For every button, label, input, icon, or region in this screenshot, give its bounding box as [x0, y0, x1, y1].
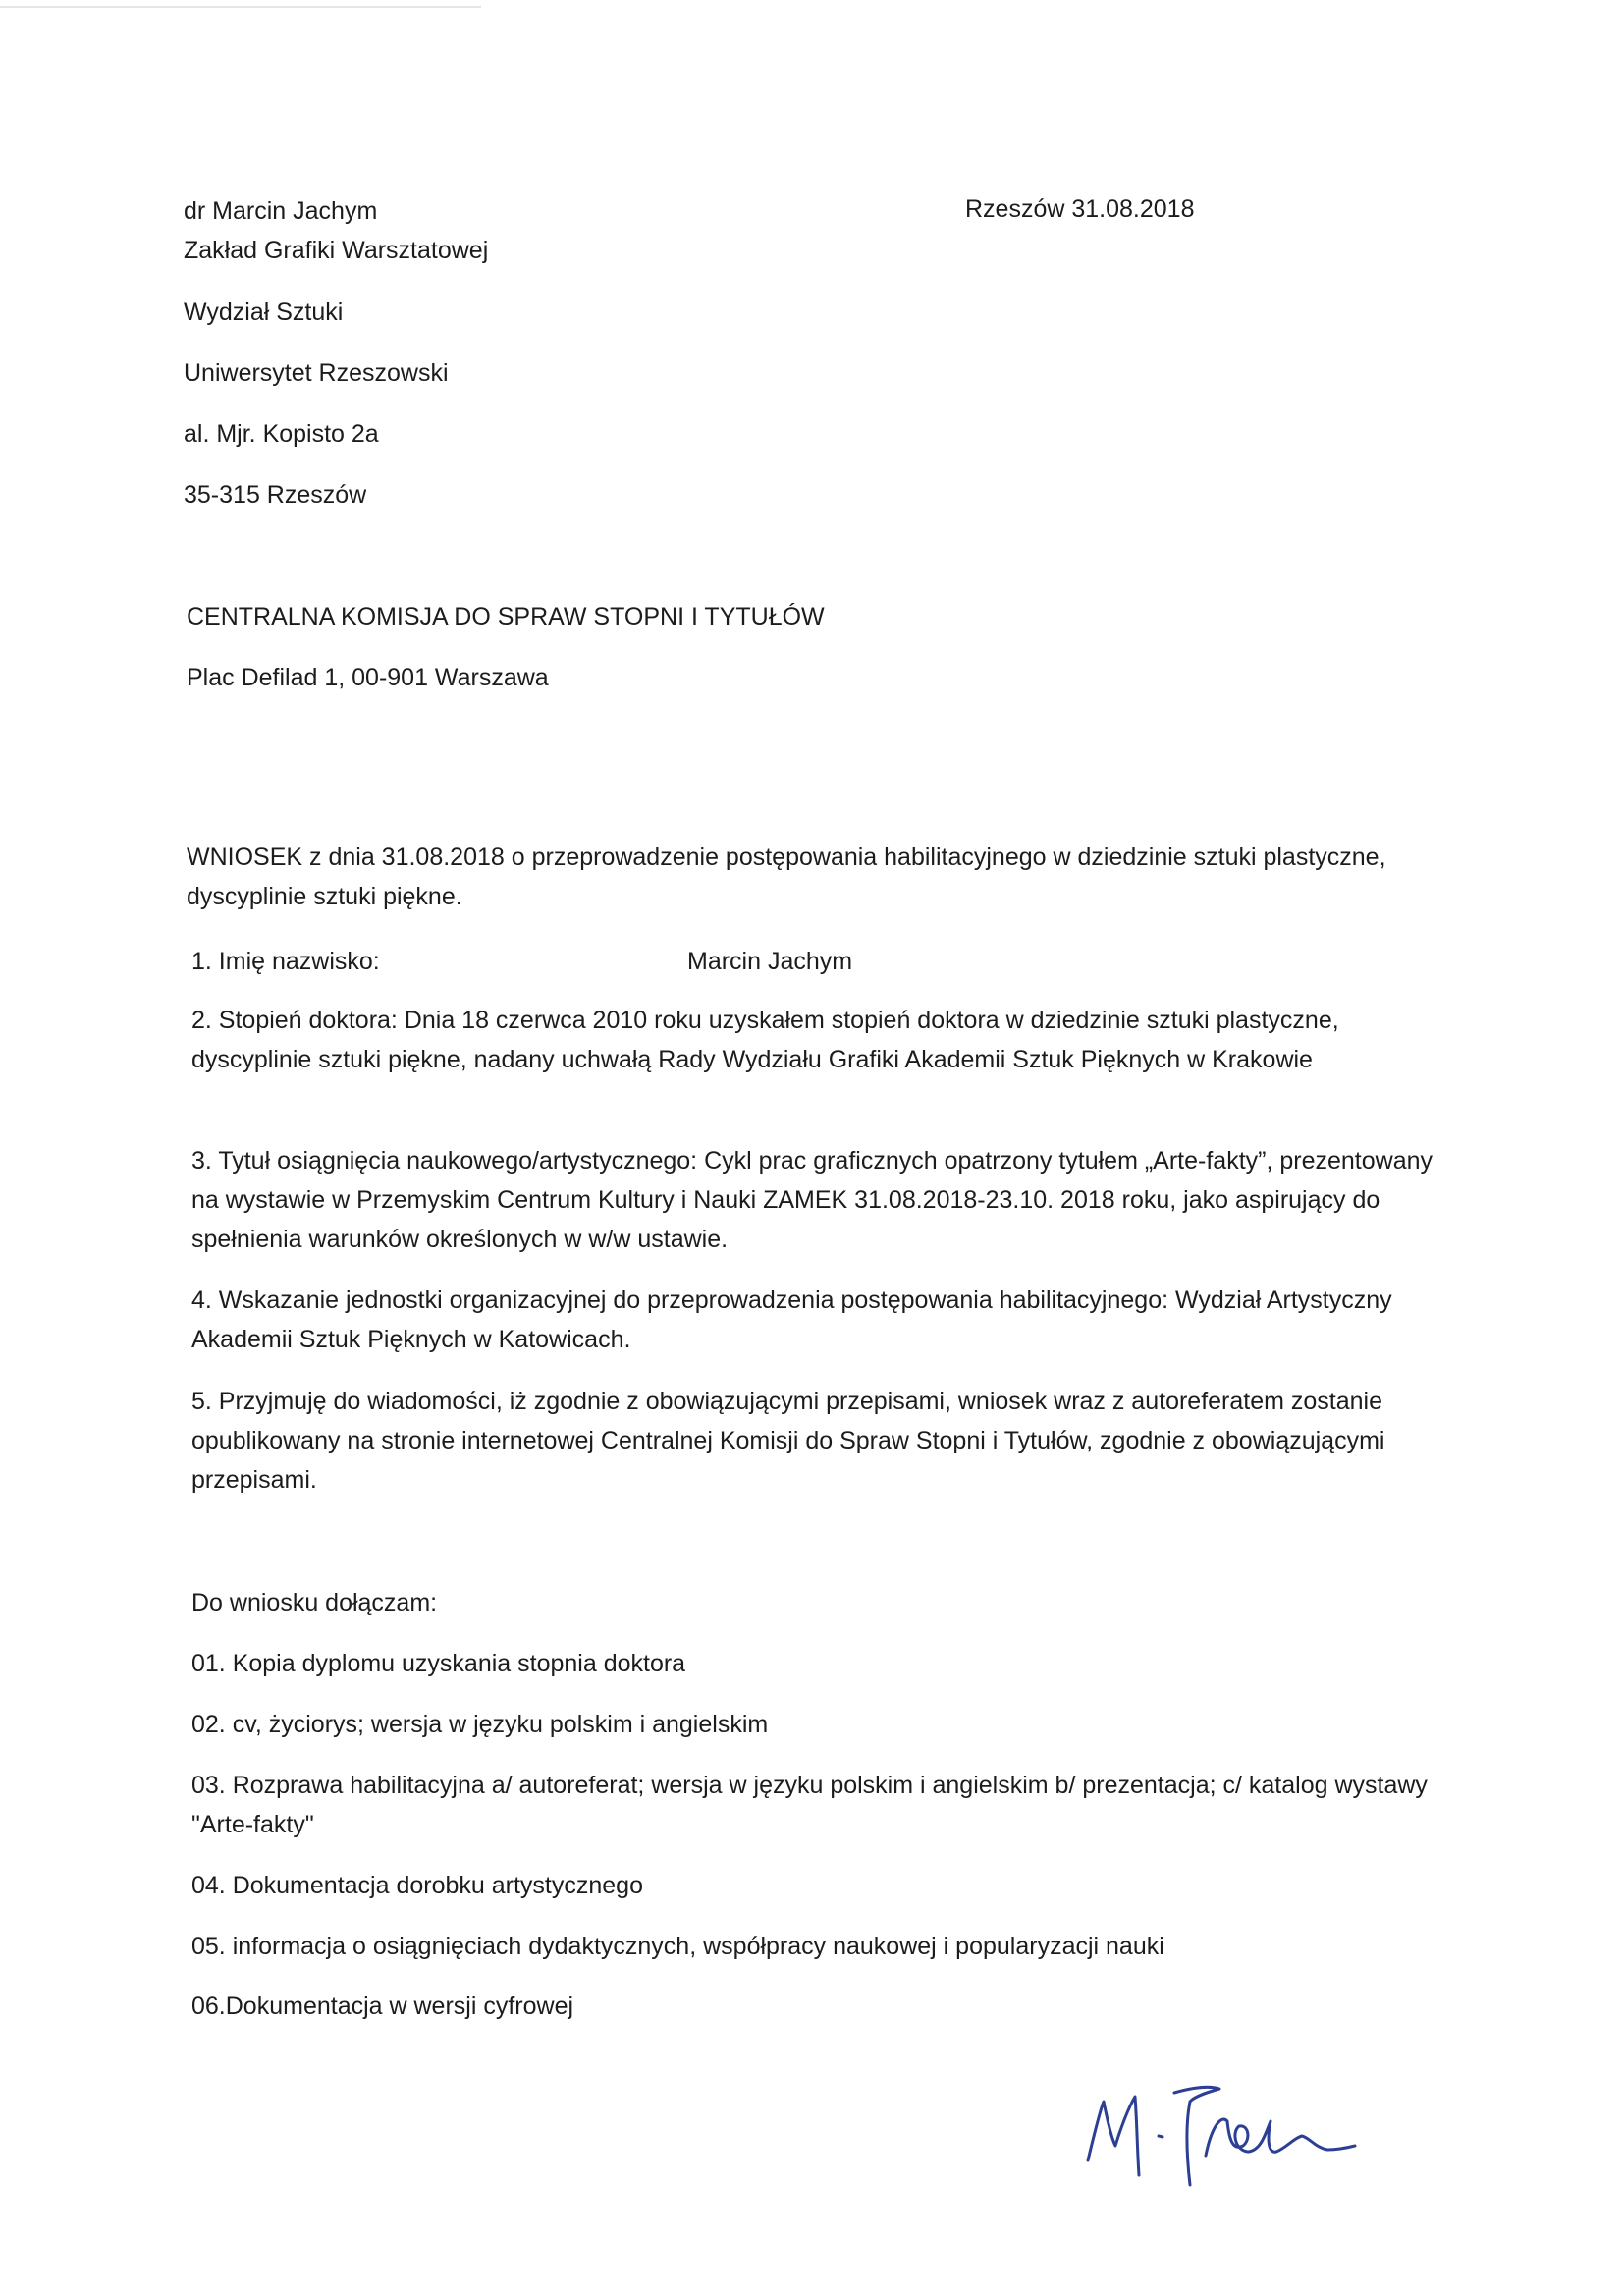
item-4: 4. Wskazanie jednostki organizacyjnej do przeprowadzenia postępowania habilitacyjnego: Wydział Artystyczny Akademii Sztuk Pięknych w Katowicach.	[191, 1286, 1392, 1353]
sender-city: 35-315 Rzeszów	[184, 481, 367, 509]
attachment-01: 01. Kopia dyplomu uzyskania stopnia doktora	[191, 1650, 686, 1677]
item-1-value: Marcin Jachym	[687, 948, 853, 975]
item-1-label: 1. Imię nazwisko:	[191, 948, 380, 975]
attachment-06: 06.Dokumentacja w wersji cyfrowej	[191, 1993, 574, 2020]
handwritten-signature	[1080, 2067, 1365, 2195]
attachment-05: 05. informacja o osiągnięciach dydaktycznych, współpracy naukowej i popularyzacji nauki	[191, 1933, 1164, 1960]
sender-street: al. Mjr. Kopisto 2a	[184, 420, 379, 448]
attachment-03: 03. Rozprawa habilitacyjna a/ autoreferat; wersja w języku polskim i angielskim b/ prezentacja; c/ katalog wystawy "Arte-fakty"	[191, 1772, 1428, 1838]
sender-department: Zakład Grafiki Warsztatowej	[184, 237, 489, 264]
date-line: Rzeszów 31.08.2018	[965, 195, 1195, 223]
request-paragraph: WNIOSEK z dnia 31.08.2018 o przeprowadzenie postępowania habilitacyjnego w dziedzinie sztuki plastyczne, dyscyplinie sztuki piękne.	[187, 844, 1386, 910]
item-2: 2. Stopień doktora: Dnia 18 czerwca 2010 roku uzyskałem stopień doktora w dziedzinie sztuki plastyczne, dyscyplinie sztuki piękne, nadany uchwałą Rady Wydziału Grafiki Akademii Sztuk Pięknych w Krakowie	[191, 1007, 1339, 1073]
item-3: 3. Tytuł osiągnięcia naukowego/artystycznego: Cykl prac graficznych opatrzony tytułem „Arte-fakty”, prezentowany na wystawie w Przemyskim Centrum Kultury i Nauki ZAMEK 31.08.2018-23.10. 2018 roku, jako aspirujący do spełnienia warunków określonych w w/w ustawie.	[191, 1147, 1434, 1253]
scan-edge-line	[0, 6, 481, 8]
item-1	[191, 942, 853, 981]
sender-name: dr Marcin Jachym	[184, 197, 378, 225]
attachment-04: 04. Dokumentacja dorobku artystycznego	[191, 1872, 643, 1899]
attachment-02: 02. cv, życiorys; wersja w języku polskim i angielskim	[191, 1711, 769, 1738]
recipient-name: CENTRALNA KOMISJA DO SPRAW STOPNI I TYTUŁÓW	[187, 603, 825, 630]
sender-faculty: Wydział Sztuki	[184, 299, 344, 326]
attachments-heading: Do wniosku dołączam:	[191, 1589, 438, 1616]
sender-university: Uniwersytet Rzeszowski	[184, 359, 449, 387]
recipient-address: Plac Defilad 1, 00-901 Warszawa	[187, 664, 549, 691]
item-5: 5. Przyjmuję do wiadomości, iż zgodnie z obowiązującymi przepisami, wniosek wraz z autoreferatem zostanie opublikowany na stronie internetowej Centralnej Komisji do Spraw Stopni i Tytułów, zgodnie z obowiązującymi przepisami.	[191, 1388, 1385, 1494]
